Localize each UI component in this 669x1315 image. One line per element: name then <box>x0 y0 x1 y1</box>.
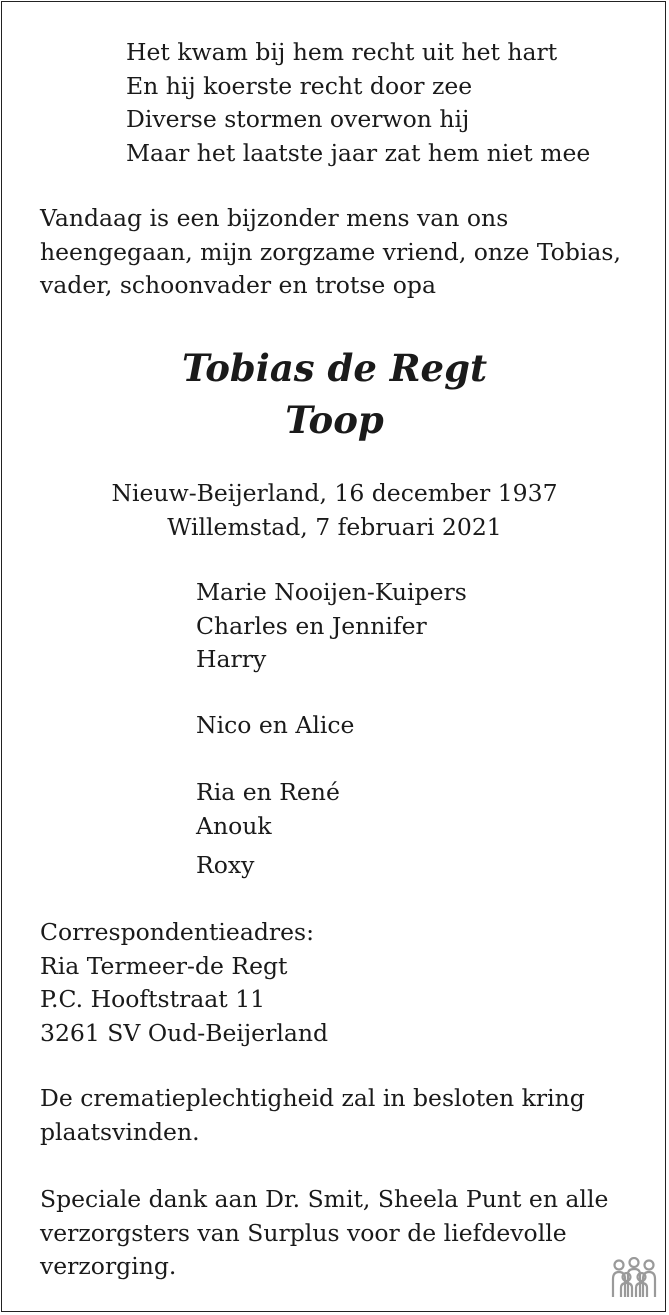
thanks-line: Speciale dank aan Dr. Smit, Sheela Punt en alle <box>40 1185 609 1213</box>
deceased-name <box>0 342 669 446</box>
address-line: P.C. Hooftstraat 11 <box>40 985 266 1013</box>
people-group-icon <box>610 1257 658 1301</box>
nickname: Toop <box>285 398 384 442</box>
family-member: Harry <box>196 645 267 673</box>
death-date: Willemstad, 7 februari 2021 <box>167 512 502 541</box>
family-group <box>196 776 340 843</box>
intro-line: heengegaan, mijn zorgzame vriend, onze Tobias, <box>40 237 621 266</box>
family-member: Ria en René <box>196 778 340 806</box>
address-line: Ria Termeer-de Regt <box>40 951 288 980</box>
poem-line: Het kwam bij hem recht uit het hart <box>126 38 558 66</box>
family-member: Marie Nooijen-Kuipers <box>196 578 467 606</box>
poem-line: Diverse stormen overwon hij <box>126 105 470 133</box>
poem <box>126 36 590 170</box>
cremation-line: De crematieplechtigheid zal in besloten kring <box>40 1084 585 1112</box>
poem-line: Maar het laatste jaar zat hem niet mee <box>126 138 591 167</box>
cremation-line: plaatsvinden. <box>40 1117 200 1146</box>
thanks-notice <box>40 1183 608 1284</box>
full-name: Tobias de Regt <box>181 346 488 390</box>
intro-line: Vandaag is een bijzonder mens van ons <box>40 204 509 232</box>
family-group <box>196 709 354 743</box>
family-member: Anouk <box>196 811 272 840</box>
correspondence-address <box>40 916 328 1050</box>
life-dates <box>0 477 669 544</box>
thanks-line: verzorgsters van Surplus voor de liefdevolle <box>40 1218 567 1247</box>
family-member: Roxy <box>196 851 255 879</box>
family-member: Nico en Alice <box>196 711 355 739</box>
thanks-line: verzorging. <box>40 1252 177 1280</box>
family-group <box>196 576 467 677</box>
intro-line: vader, schoonvader en trotse opa <box>40 271 436 299</box>
address-line: Correspondentieadres: <box>40 918 315 946</box>
address-line: 3261 SV Oud-Beijerland <box>40 1018 329 1047</box>
family-member: Charles en Jennifer <box>196 611 427 640</box>
poem-line: En hij koerste recht door zee <box>126 71 473 100</box>
family-group <box>196 849 254 883</box>
intro-paragraph <box>40 202 621 303</box>
birth-date: Nieuw-Beijerland, 16 december 1937 <box>111 479 558 507</box>
cremation-notice <box>40 1082 585 1149</box>
